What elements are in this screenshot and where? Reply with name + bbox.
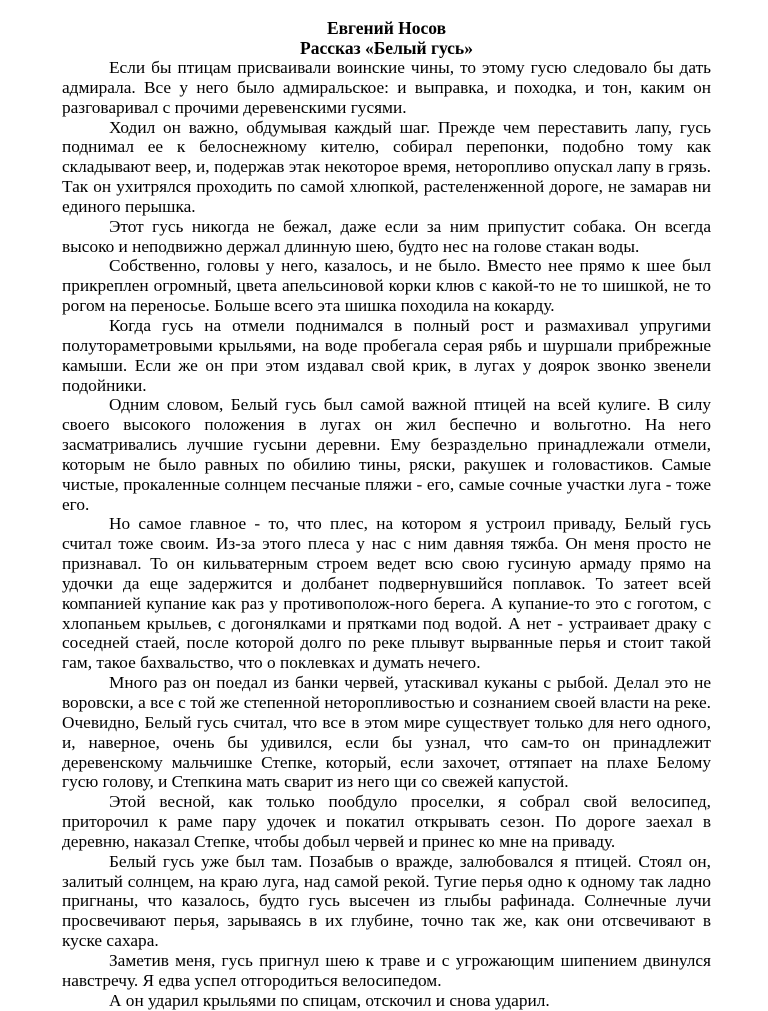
paragraph: Если бы птицам присваивали воинские чины, то этому гусю следовало бы дать адмирала. Все у него было адмиральское: и выправка, и походка, и тон, каким он разговаривал с прочими деревенскими гусями. [62,58,711,117]
paragraph: Собственно, головы у него, казалось, и не было. Вместо нее прямо к шее был прикреплен огромный, цвета апельсиновой корки клюв с какой-то не то шишкой, не то рогом на переносье. Больше всего эта шишка походила на кокарду. [62,256,711,316]
paragraph: А он ударил крыльями по спицам, отскочил и снова ударил. [109,990,550,1010]
paragraph: Много раз он поедал из банки червей, утаскивал куканы с рыбой. Делал это не воровски, а все с той же степенной неторопливостью и сознанием своей власти на реке. Очевидно, Белый гусь считал, что все в этом мире существует только для него одного, и, наверное, очень бы удивился, если бы узнал, что сам-то он принадлежит деревенскому мальчишке Степке, который, если захочет, оттяпает на плахе Белому гусю голову, и Степкина мать сварит из него щи со свежей капустой. [62,673,711,792]
paragraph: Но самое главное - то, что плес, на котором я устроил приваду, Белый гусь считал тоже своим. Из-за этого плеса у нас с ним давняя тяжба. Он меня просто не признавал. То он кильватерным строем ведет всю свою гусиную армаду прямо на удочки да еще задержится и долбанет подвернувшийся поплавок. То затеет всей компанией купание как раз у противополож-ного берега. А купание-то это с гоготом, с хлопаньем крыльев, с догонялками и прятками под водой. А нет - устраивает драку с соседней стаей, после которой долго по реке плывут вырванные перья и стоит такой гам, такое бахвальство, что о поклевках и думать нечего. [62,514,711,673]
paragraph: Белый гусь уже был там. Позабыв о вражде, залюбовался я птицей. Стоял он, залитый солнцем, на краю луга, над самой рекой. Тугие перья одно к одному так ладно пригнаны, что казалось, будто гусь высечен из глыбы рафинада. Солнечные лучи просвечивают перья, зарываясь в их глубине, точно так же, как они отсвечивают в куске сахара. [62,851,711,951]
paragraph: Этот гусь никогда не бежал, даже если за ним припустит собака. Он всегда высоко и неподвижно держал длинную шею, будто нес на голове стакан воды. [62,216,711,256]
paragraph: Когда гусь на отмели поднимался в полный рост и размахивал упругими полутораметровыми крыльями, на воде пробегала серая рябь и шуршали прибрежные камыши. Если же он при этом издавал свой крик, в лугах у доярок звонко звенели подойники. [62,315,711,395]
story-title: Рассказ «Белый гусь» [300,38,473,58]
author-name: Евгений Носов [326,18,447,38]
story-text [62,58,711,1011]
document-header [62,18,711,58]
paragraph: Ходил он важно, обдумывая каждый шаг. Прежде чем переставить лапу, гусь поднимал ее к белоснежному кителю, собирал перепонки, подобно тому как складывают веер, и, подержав этак некоторое время, неторопливо опускал лапу в грязь. Так он ухитрялся проходить по самой хлюпкой, растеленженной дороге, не замарав ни единого перышка. [62,117,711,216]
paragraph: Заметив меня, гусь пригнул шею к траве и с угрожающим шипением двинулся навстречу. Я едва успел отгородиться велосипедом. [62,950,711,990]
paragraph: Одним словом, Белый гусь был самой важной птицей на всей кулиге. В силу своего высокого положения в лугах он жил беспечно и вольготно. На него засматривались лучшие гусыни деревни. Ему безраздельно принадлежали отмели, которым не было равных по обилию тины, ряски, ракушек и головастиков. Самые чистые, прокаленные солнцем песчаные пляжи - его, самые сочные участки луга - тоже его. [62,395,711,514]
paragraph: Этой весной, как только пообдулo проселки, я собрал свой велосипед, приторочил к раме пару удочек и покатил открывать сезон. По дороге заехал в деревню, наказал Степке, чтобы добыл червей и принес ко мне на приваду. [62,792,711,851]
